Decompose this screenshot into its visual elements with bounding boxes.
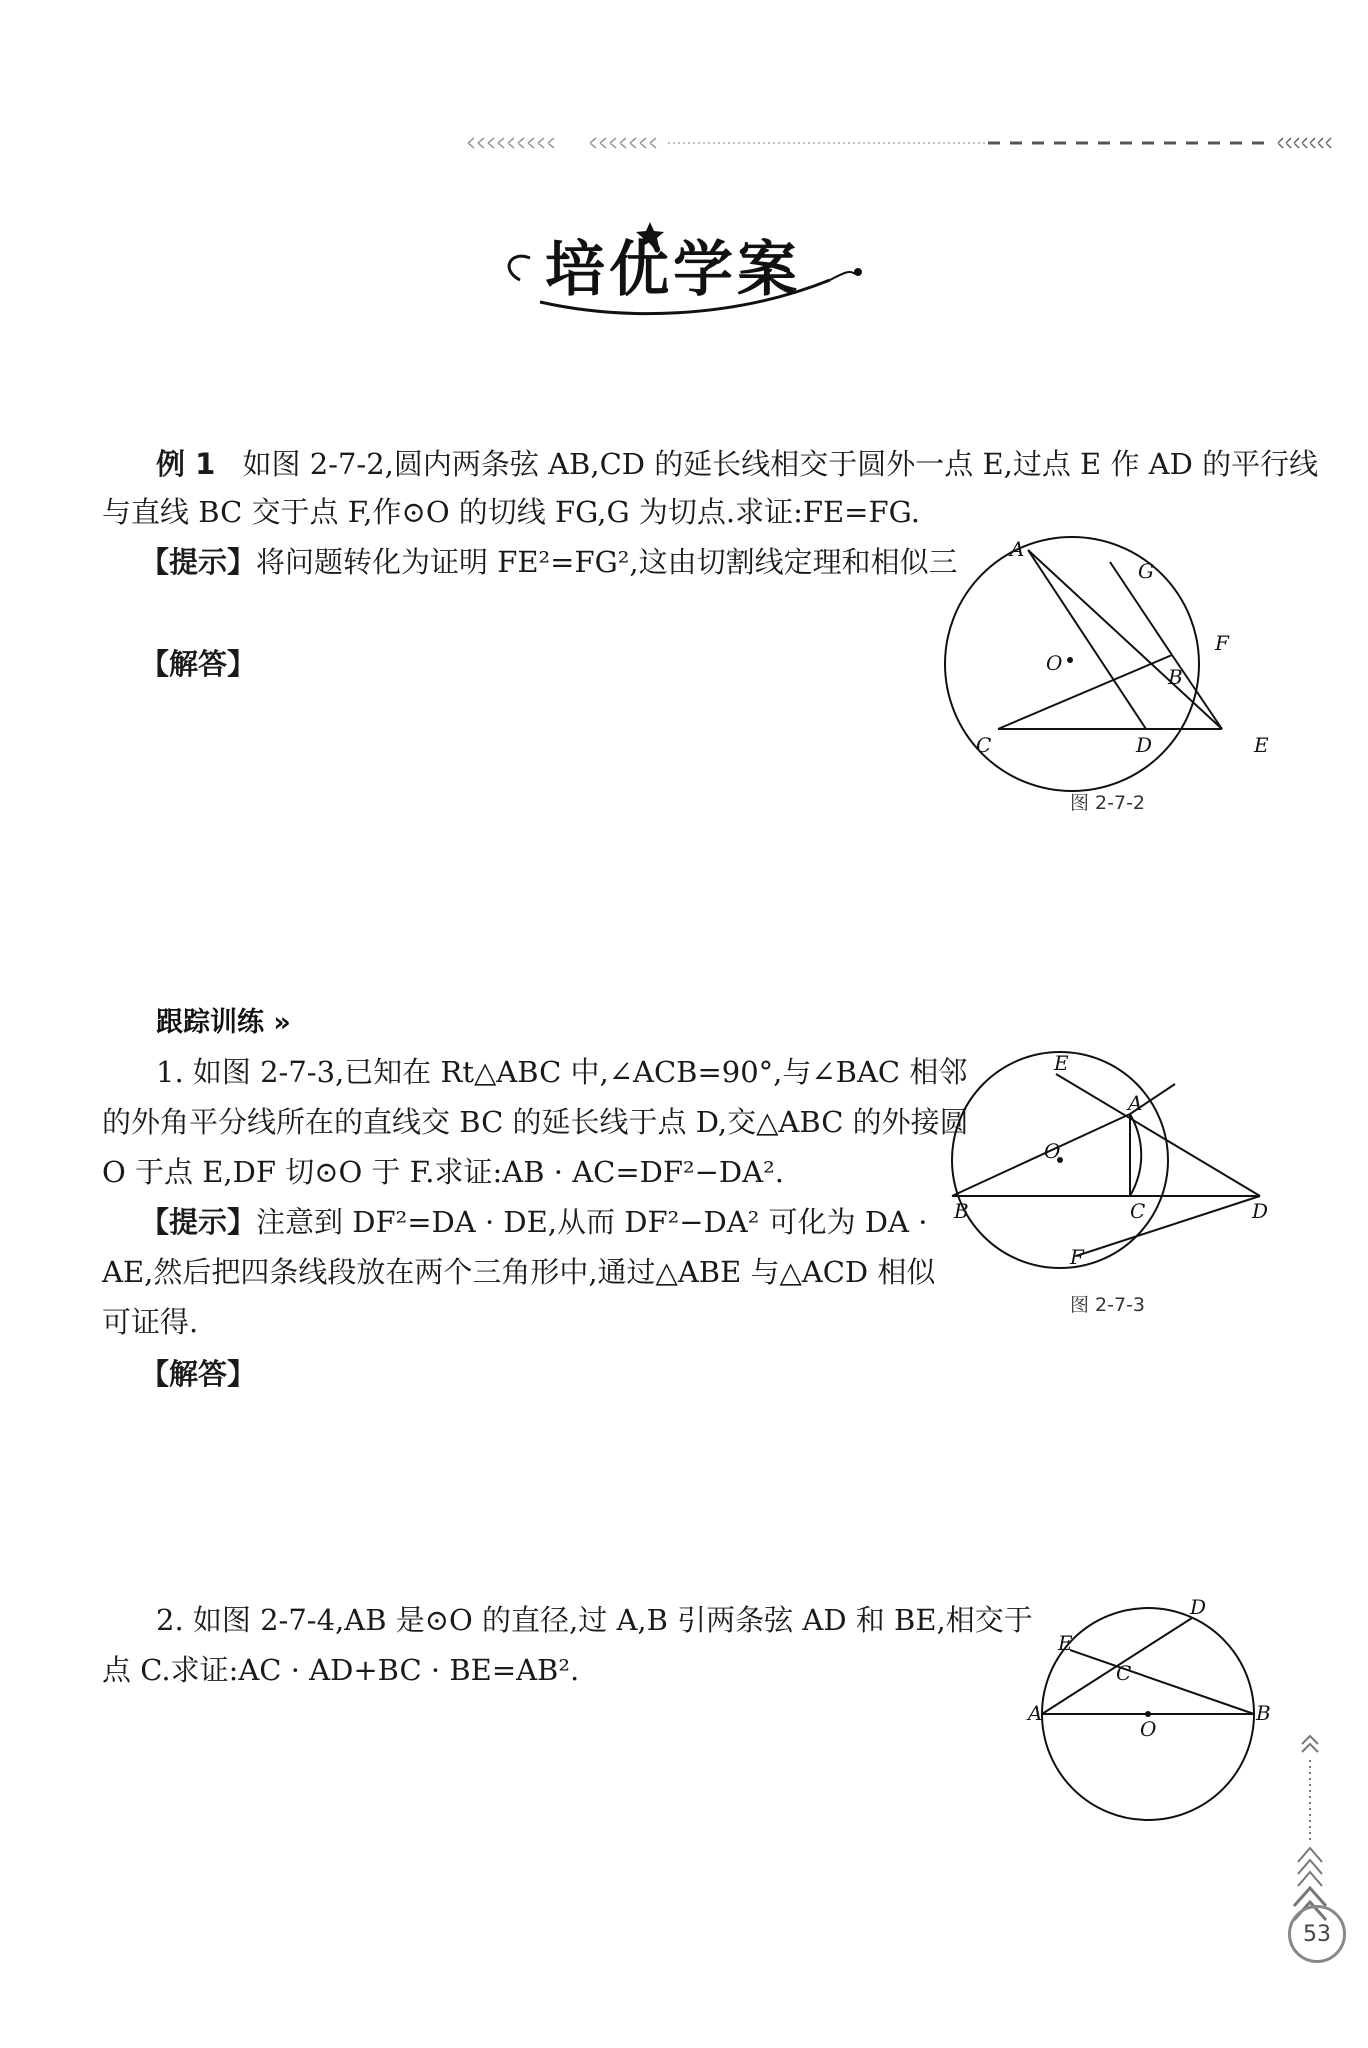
label-b: B: [1256, 1701, 1271, 1725]
example1-hint-text: 将问题转化为证明 FE²=FG²,这由切割线定理和相似三: [256, 545, 958, 579]
segment-ba: [952, 1114, 1130, 1196]
label-a: A: [1028, 1701, 1043, 1725]
segment-ad: [1028, 550, 1146, 729]
label-d: D: [1136, 733, 1153, 757]
example1-label: 例 1: [156, 447, 216, 481]
example1-text-line1: 如图 2-7-2,圆内两条弦 AB,CD 的延长线相交于圆外一点 E,过点 E 作 AD 的平行线: [242, 447, 1319, 481]
q1-hint-line3: 可证得.: [102, 1305, 199, 1339]
label-f: F: [1070, 1245, 1084, 1269]
label-o: O: [1044, 1139, 1061, 1163]
arc-ac: [1130, 1114, 1141, 1196]
figure-2-7-4: [1020, 1596, 1290, 1826]
label-a: A: [1010, 537, 1025, 561]
label-e: E: [1254, 733, 1269, 757]
q1-hint-line2: AE,然后把四条线段放在两个三角形中,通过△ABE 与△ACD 相似: [102, 1255, 936, 1289]
q1-answer-label: 【解答】: [140, 1357, 257, 1391]
label-e: E: [1058, 1631, 1073, 1655]
label-o: O: [1046, 651, 1063, 675]
label-g: G: [1138, 559, 1154, 583]
figure-2-7-3: [954, 1050, 1290, 1270]
q1-line3: O 于点 E,DF 切⊙O 于 F.求证:AB · AC=DF²−DA².: [102, 1155, 784, 1189]
example1-hint-label: 【提示】: [140, 545, 257, 579]
label-b: B: [1168, 665, 1183, 689]
label-a: A: [1128, 1091, 1143, 1115]
label-d: D: [1252, 1199, 1269, 1223]
q1-line1: 1. 如图 2-7-3,已知在 Rt△ABC 中,∠ACB=90°,与∠BAC 相邻: [156, 1055, 968, 1089]
label-f: F: [1215, 631, 1229, 655]
label-e: E: [1054, 1051, 1069, 1075]
top-decorative-rule: [468, 136, 1348, 150]
segment-cf: [998, 655, 1172, 729]
q1-line2: 的外角平分线所在的直线交 BC 的延长线于点 D,交△ABC 的外接圆: [102, 1105, 969, 1139]
q1-hint-line1: 注意到 DF²=DA · DE,从而 DF²−DA² 可化为 DA ·: [256, 1205, 928, 1239]
right-margin-ornament: [1290, 1730, 1330, 1930]
figure-caption-2-7-2: 图 2-7-2: [1070, 792, 1146, 814]
label-c: C: [976, 733, 992, 757]
chord-be: [1070, 1650, 1254, 1714]
page-title: 培优学案: [545, 235, 801, 305]
label-b: B: [954, 1199, 969, 1223]
example1-answer-label: 【解答】: [140, 647, 257, 681]
figure-caption-2-7-3: 图 2-7-3: [1070, 1294, 1146, 1316]
example1-text-line2: 与直线 BC 交于点 F,作⊙O 的切线 FG,G 为切点.求证:FE=FG.: [102, 495, 920, 529]
label-d: D: [1190, 1595, 1207, 1619]
center-point-o: [1067, 657, 1073, 663]
q2-line2: 点 C.求证:AC · AD+BC · BE=AB².: [102, 1653, 580, 1687]
example1-hint: [140, 538, 958, 586]
figure-2-7-2: [960, 537, 1290, 770]
q1-hint-label: 【提示】: [140, 1205, 257, 1239]
label-o: O: [1140, 1717, 1157, 1741]
q1-hint: [140, 1198, 927, 1246]
example1-line1: [156, 440, 1318, 488]
tangent-df: [1076, 1196, 1260, 1256]
page-number: 53: [1288, 1905, 1346, 1963]
segment-ae: [1028, 550, 1222, 729]
label-c: C: [1130, 1199, 1146, 1223]
section-label-practice: 跟踪训练 »: [156, 1007, 291, 1038]
q2-line1: 2. 如图 2-7-4,AB 是⊙O 的直径,过 A,B 引两条弦 AD 和 BE,相交于: [156, 1603, 1033, 1637]
label-c: C: [1116, 1661, 1132, 1685]
